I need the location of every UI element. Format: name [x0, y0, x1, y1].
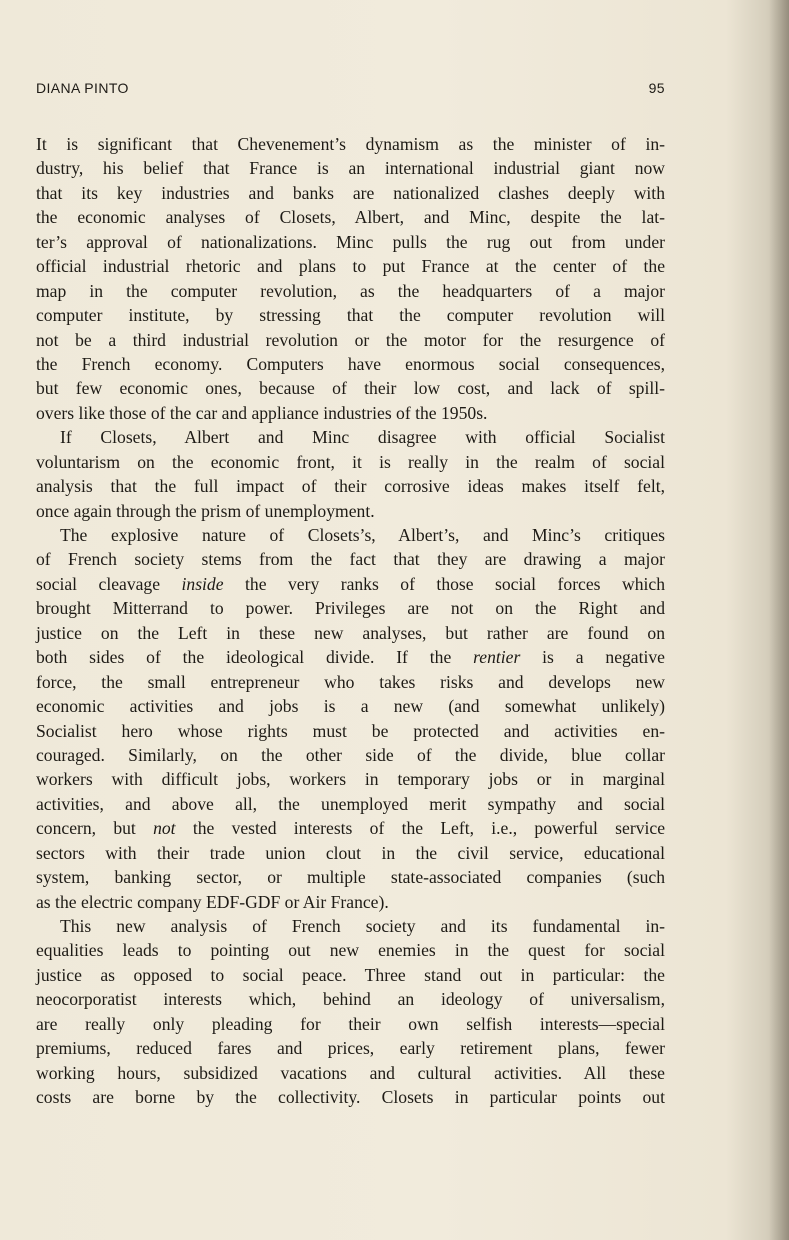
text-line: analysis that the full impact of their corrosive ideas makes itself felt, — [36, 476, 665, 497]
page-number: 95 — [648, 80, 665, 96]
italic-phrase: inside — [181, 573, 224, 594]
text-line: are really only pleading for their own selfish interests—special — [36, 1013, 665, 1034]
text-line: activities, and above all, the unemployed merit sympathy and social — [36, 793, 665, 814]
text-segment: social cleavage — [36, 573, 182, 594]
text-segment: both sides of the ideological divide. If the — [36, 647, 474, 668]
text-line: official industrial rhetoric and plans to put France at the center of the — [36, 256, 665, 277]
body-text — [36, 132, 665, 1110]
text-segment: concern, but — [36, 818, 154, 839]
text-line: that its key industries and banks are nationalized clashes deeply with — [36, 182, 665, 203]
text-line: costs are borne by the collectivity. Closets in particular points out — [36, 1087, 665, 1108]
text-line: neocorporatist interests which, behind an ideology of universalism, — [36, 989, 665, 1010]
text-segment: the very ranks of those social forces which — [223, 573, 665, 594]
text-line: but few economic ones, because of their low cost, and lack of spill- — [36, 378, 665, 399]
text-line: voluntarism on the economic front, it is really in the realm of social — [36, 451, 665, 472]
text-line: working hours, subsidized vacations and cultural activities. All these — [36, 1062, 665, 1083]
text-line: the economic analyses of Closets, Albert, and Minc, despite the lat- — [36, 207, 665, 228]
text-line: the French economy. Computers have enormous social consequences, — [36, 353, 665, 374]
text-line: justice as opposed to social peace. Three stand out in particular: the — [36, 964, 665, 985]
text-line — [36, 572, 665, 596]
text-line: sectors with their trade union clout in the civil service, educational — [36, 842, 665, 863]
text-line: once again through the prism of unemployment. — [36, 500, 375, 521]
text-segment: is a negative — [520, 647, 665, 668]
text-line: The explosive nature of Closets’s, Albert’s, and Minc’s critiques — [60, 525, 665, 545]
text-line: It is significant that Chevenement’s dynamism as the minister of in- — [36, 134, 665, 154]
text-line: economic activities and jobs is a new (and somewhat unlikely) — [36, 696, 665, 717]
text-line: computer institute, by stressing that the computer revolution will — [36, 305, 665, 326]
text-line: This new analysis of French society and its fundamental in- — [60, 916, 665, 936]
text-line: as the electric company EDF-GDF or Air France). — [36, 891, 389, 912]
text-line — [36, 816, 665, 840]
text-line: not be a third industrial revolution or the motor for the resurgence of — [36, 329, 665, 350]
running-head-author: DIANA PINTO — [36, 80, 129, 96]
page-gutter-shadow — [769, 0, 789, 1240]
text-line: of French society stems from the fact that they are drawing a major — [36, 549, 665, 570]
text-segment: the vested interests of the Left, i.e., powerful service — [175, 818, 666, 839]
text-line: premiums, reduced fares and prices, early retirement plans, fewer — [36, 1038, 665, 1059]
text-line: equalities leads to pointing out new enemies in the quest for social — [36, 940, 665, 961]
text-line: couraged. Similarly, on the other side of the divide, blue collar — [36, 744, 665, 765]
italic-phrase: rentier — [473, 647, 521, 668]
text-line: force, the small entrepreneur who takes risks and develops new — [36, 671, 665, 692]
running-head — [36, 78, 665, 98]
italic-phrase: not — [153, 818, 176, 839]
text-line: brought Mitterrand to power. Privileges are not on the Right and — [36, 598, 665, 619]
text-line: ter’s approval of nationalizations. Minc pulls the rug out from under — [36, 231, 665, 252]
text-line: justice on the Left in these new analyses, but rather are found on — [36, 622, 665, 643]
text-line: If Closets, Albert and Minc disagree with official Socialist — [60, 427, 665, 448]
text-line: map in the computer revolution, as the headquarters of a major — [36, 280, 665, 301]
text-line: Socialist hero whose rights must be protected and activities en- — [36, 720, 665, 741]
text-line — [36, 645, 665, 669]
text-line: dustry, his belief that France is an international industrial giant now — [36, 158, 665, 179]
text-line: overs like those of the car and appliance industries of the 1950s. — [36, 402, 488, 423]
text-line: system, banking sector, or multiple state-associated companies (such — [36, 867, 665, 888]
text-line: workers with difficult jobs, workers in temporary jobs or in marginal — [36, 769, 665, 790]
